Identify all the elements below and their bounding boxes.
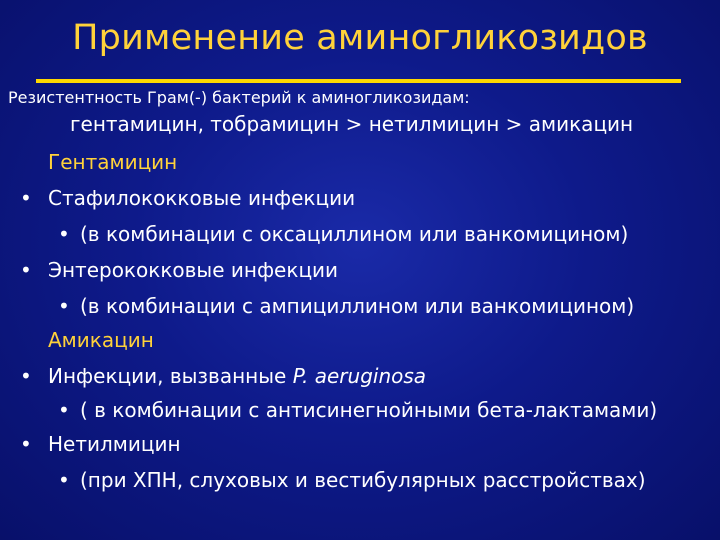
list-item <box>20 364 427 388</box>
list-item <box>58 294 635 318</box>
list-item <box>58 468 646 492</box>
list-item <box>58 222 629 246</box>
slide-title: Применение аминогликозидов <box>72 18 648 58</box>
pa-organism: P. aeruginosa <box>292 364 427 388</box>
list-item <box>20 186 356 210</box>
resistance-order: гентамицин, тобрамицин > нетилмицин > амикацин <box>70 112 634 136</box>
pa-infections-prefix: Инфекции, вызванные <box>48 364 293 388</box>
entero-infections: Энтерококковые инфекции <box>48 258 339 282</box>
netilmicin-note: (при ХПН, слуховых и вестибулярных расстройствах) <box>80 468 646 492</box>
list-item <box>20 258 339 282</box>
resistance-label: Резистентность Грам(-) бактерий к аминогликозидам: <box>8 88 470 107</box>
staph-combo: (в комбинации с оксациллином или ванкомицином) <box>80 222 629 246</box>
amikacin-heading: Амикацин <box>48 328 154 352</box>
bullet: • <box>20 186 32 210</box>
bullet: • <box>58 222 70 246</box>
gentamicin-heading: Гентамицин <box>48 150 178 174</box>
pa-combo: ( в комбинации с антисинегнойными бета-лактамами) <box>80 398 658 422</box>
entero-combo: (в комбинации с ампициллином или ванкомицином) <box>80 294 635 318</box>
bullet: • <box>20 432 32 456</box>
bullet: • <box>20 364 32 388</box>
list-item <box>20 432 181 456</box>
bullet: • <box>58 294 70 318</box>
bullet: • <box>58 398 70 422</box>
title-divider <box>36 79 681 83</box>
bullet: • <box>58 468 70 492</box>
list-item <box>58 398 658 422</box>
bullet: • <box>20 258 32 282</box>
netilmicin: Нетилмицин <box>48 432 181 456</box>
staph-infections: Стафилококковые инфекции <box>48 186 356 210</box>
